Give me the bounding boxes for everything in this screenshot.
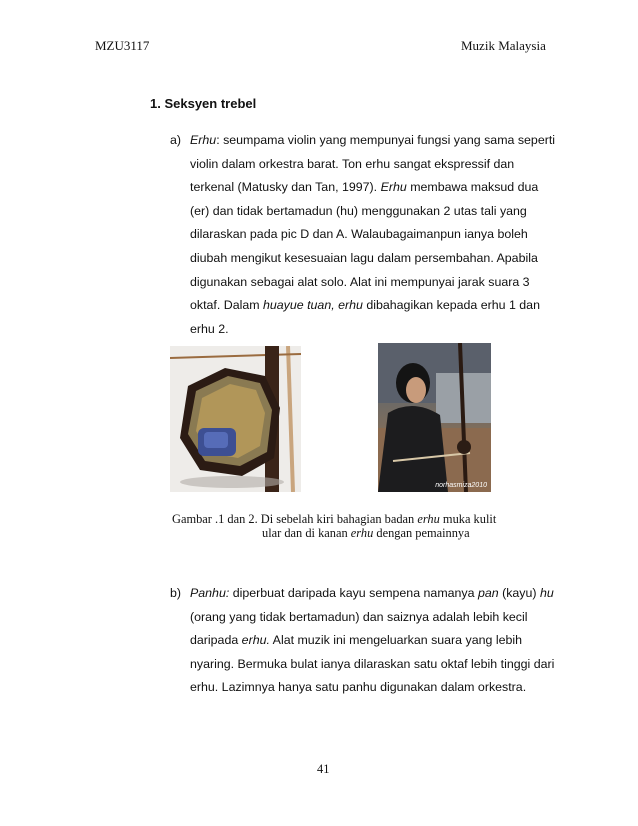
text-run: erhu. Lazimnya hanya satu panhu digunakan dalam orkestra. xyxy=(190,680,527,695)
text-run: (er) dan tidak bertamadun (hu) menggunakan 2 utas tali yang xyxy=(190,203,527,218)
text-line xyxy=(190,153,555,177)
italic-text: hu xyxy=(539,586,554,600)
text-run: ular dan di kanan xyxy=(262,526,351,540)
text-line xyxy=(190,129,555,153)
italic-text: Erhu xyxy=(380,180,407,195)
text-run: digunakan sebagai alat solo. Alat ini mempunyai jarak suara 3 xyxy=(190,274,530,289)
erhu-performer-photo xyxy=(378,343,491,492)
text-line xyxy=(190,271,555,295)
text-line xyxy=(190,318,555,342)
text-run: membawa maksud dua xyxy=(406,180,539,195)
photo-watermark: norhasmiza2010 xyxy=(435,482,487,489)
italic-text: Panhu: xyxy=(190,586,230,600)
item-b-paragraph xyxy=(190,582,554,700)
text-line xyxy=(190,606,554,630)
text-run: diperbuat daripada kayu sempena namanya xyxy=(229,586,478,600)
text-line xyxy=(190,653,554,677)
header-course-code: MZU3117 xyxy=(95,38,150,53)
text-run: terkenal (Matusky dan Tan, 1997). xyxy=(190,180,381,195)
text-run: dilaraskan pada pic D dan A. Walaubagaimanpun ianya boleh xyxy=(190,227,528,242)
text-line xyxy=(190,247,555,271)
page-number: 41 xyxy=(317,762,330,776)
section-title: 1. Seksyen trebel xyxy=(150,96,257,111)
text-run: Gambar .1 dan 2. Di sebelah kiri bahagian badan xyxy=(172,512,418,526)
item-a-paragraph xyxy=(190,129,555,341)
italic-text: pan xyxy=(477,586,499,600)
text-run: diubah mengikut kesesuaian lagu dalam persembahan. Apabila xyxy=(190,250,538,265)
figure-caption-line-1 xyxy=(172,512,496,527)
erhu-body-photo xyxy=(170,346,301,492)
figure-caption-line-2 xyxy=(262,526,470,541)
header-subject: Muzik Malaysia xyxy=(461,38,546,53)
text-run: (orang yang tidak bertamadun) dan saiznya adalah lebih kecil xyxy=(190,609,528,624)
text-run: daripada xyxy=(190,633,242,648)
italic-text: erhu. xyxy=(241,633,270,648)
text-line xyxy=(190,629,554,653)
text-line xyxy=(190,582,554,606)
text-run: Alat muzik ini mengeluarkan suara yang lebih xyxy=(269,633,523,648)
text-run: : seumpama violin yang mempunyai fungsi yang sama seperti xyxy=(216,133,556,147)
italic-text: Erhu xyxy=(190,133,217,147)
text-line xyxy=(190,200,555,224)
italic-text: huayue tuan, erhu xyxy=(263,298,363,313)
text-run: (kayu) xyxy=(498,586,540,600)
text-line xyxy=(190,294,555,318)
italic-text: erhu xyxy=(417,512,440,526)
text-line xyxy=(190,676,554,700)
text-run: violin dalam orkestra barat. Ton erhu sangat ekspressif dan xyxy=(190,156,515,171)
text-run: dengan pemainnya xyxy=(373,526,470,540)
item-b-label: b) xyxy=(170,586,182,600)
italic-text: erhu xyxy=(350,526,374,540)
text-run: oktaf. Dalam xyxy=(190,298,263,313)
text-run: muka kulit xyxy=(439,512,497,526)
text-run: dibahagikan kepada erhu 1 dan xyxy=(362,298,540,313)
text-line xyxy=(190,223,555,247)
text-run: nyaring. Bermuka bulat ianya dilaraskan satu oktaf lebih tinggi dari xyxy=(190,656,555,671)
text-run: erhu 2. xyxy=(190,321,229,336)
text-line xyxy=(190,176,555,200)
item-a-label: a) xyxy=(170,133,182,147)
